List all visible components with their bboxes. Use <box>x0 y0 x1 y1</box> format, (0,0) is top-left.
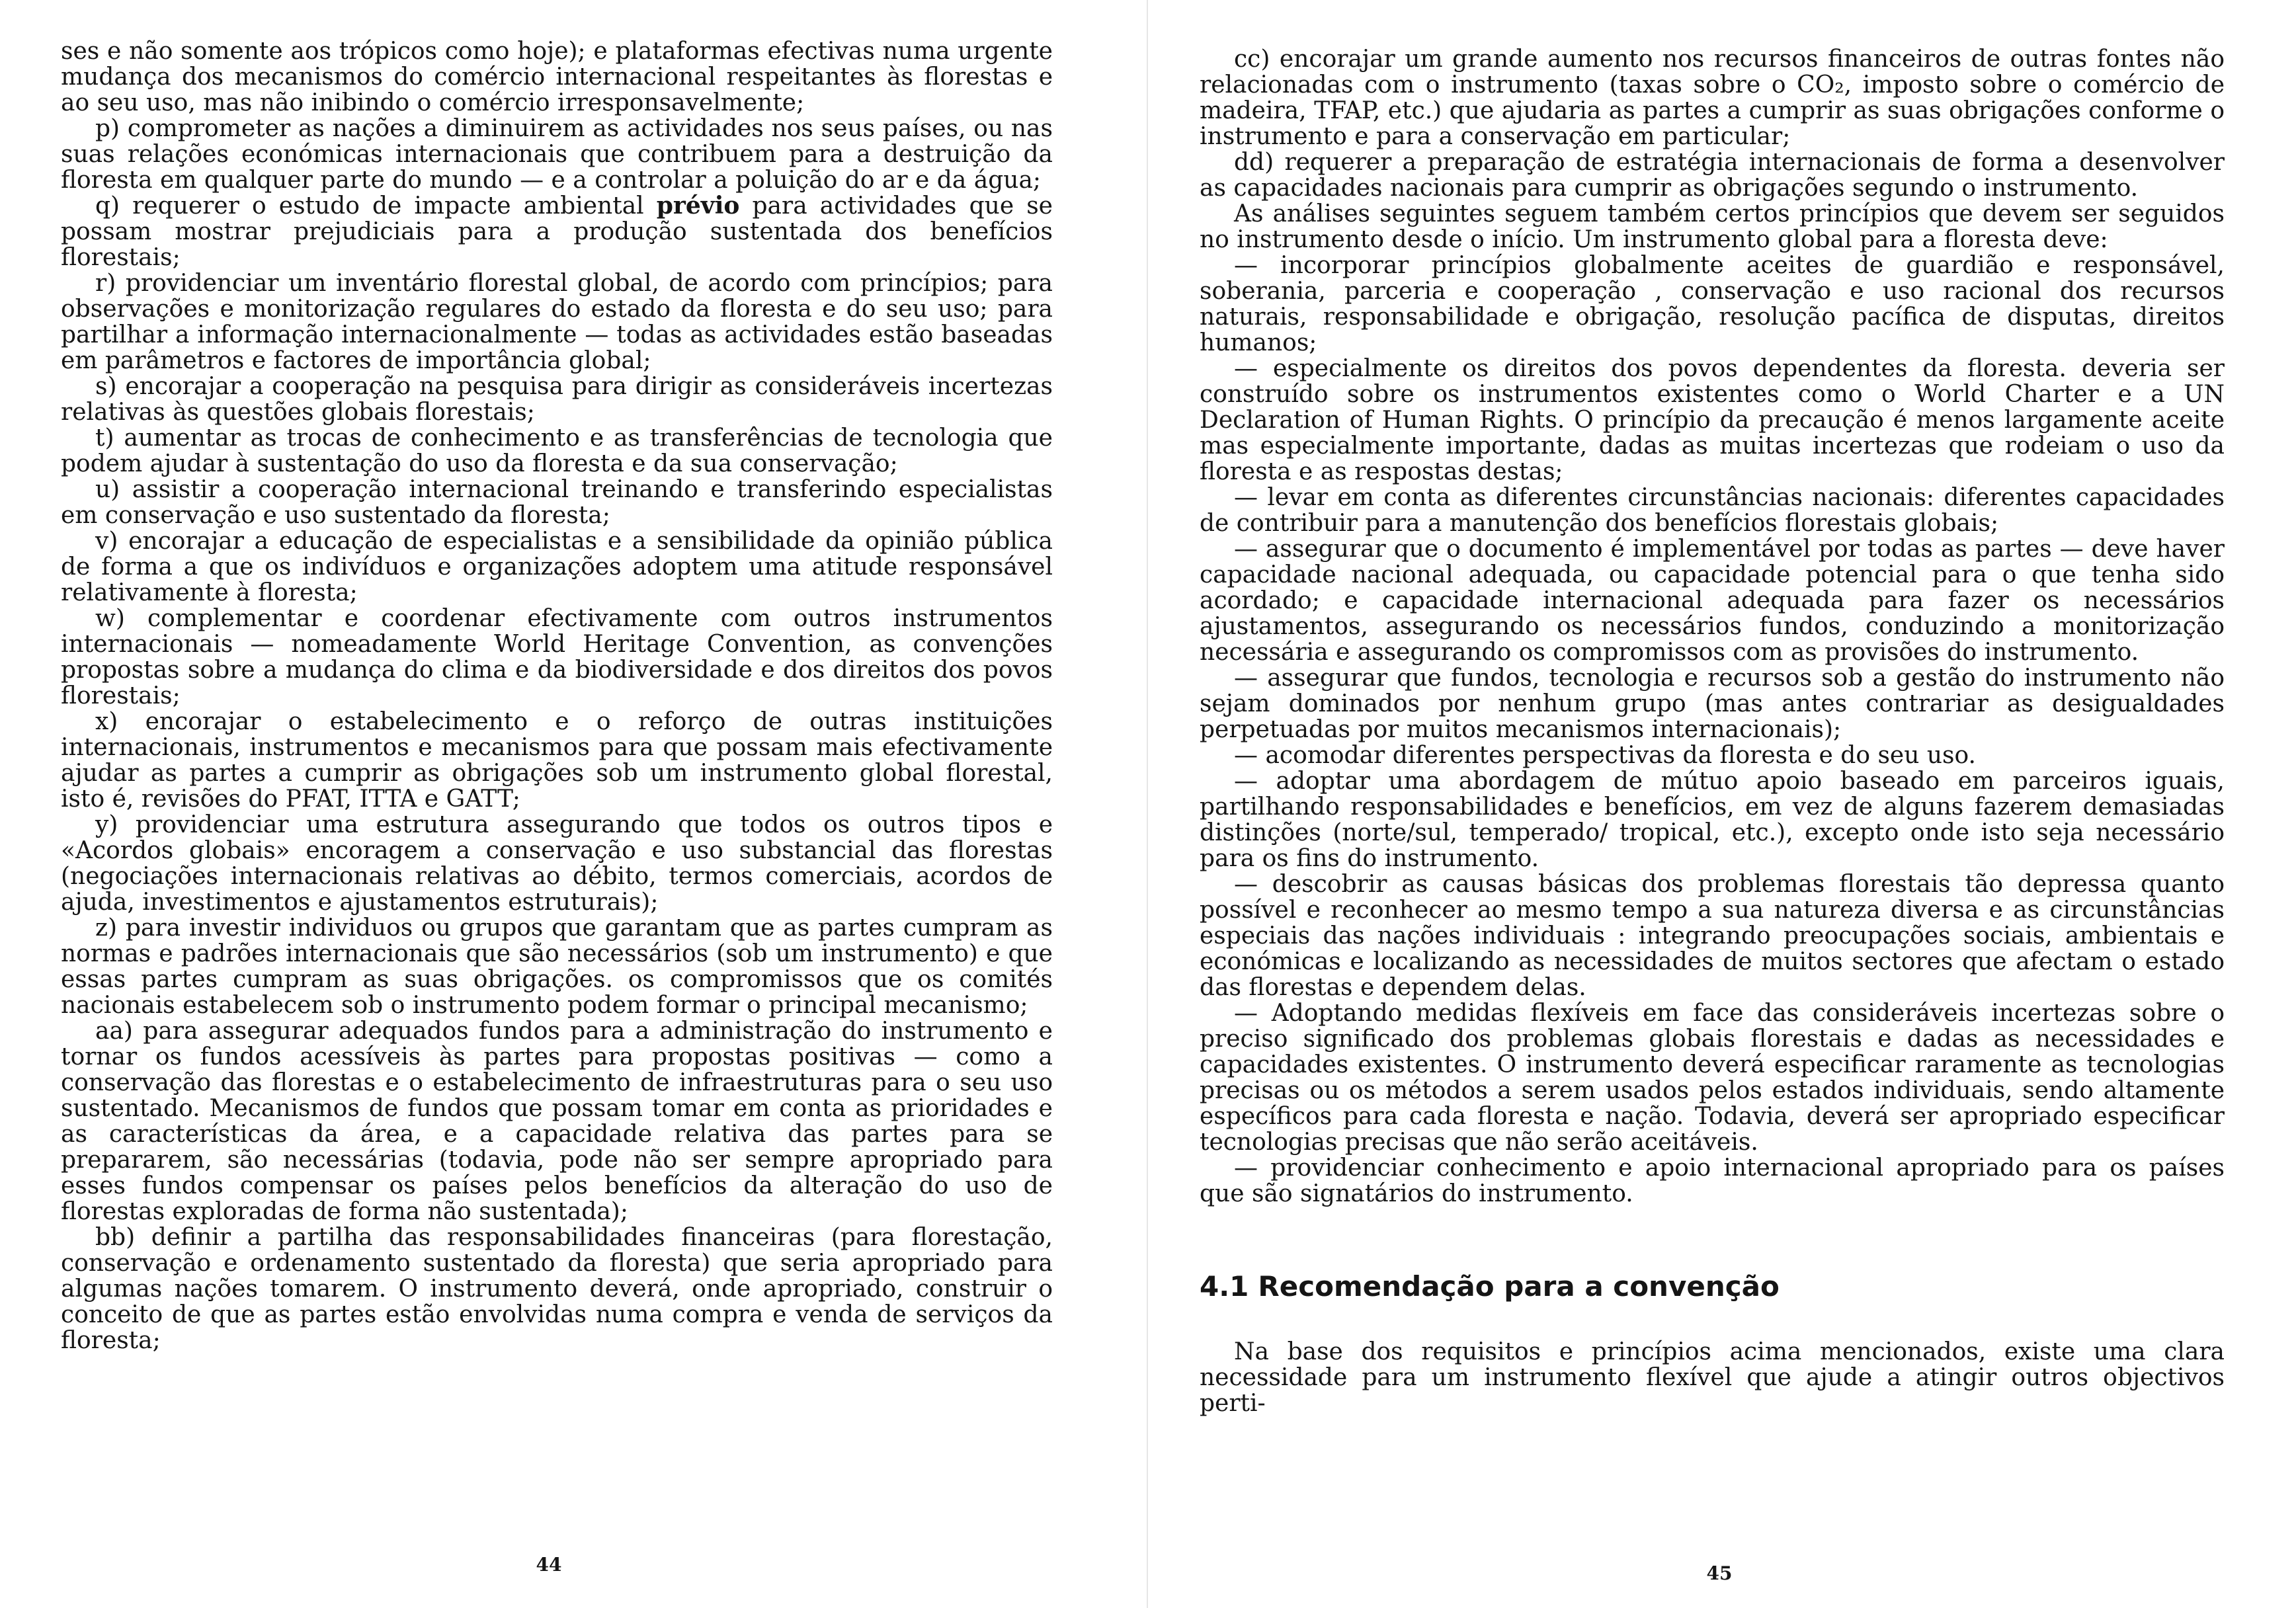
paragraph: u) assistir a cooperação internacional treinando e transferindo especialistas em conservação e uso sustentado da floresta; <box>61 476 1053 529</box>
left-page-text <box>61 38 1053 1353</box>
paragraph: ses e não somente aos trópicos como hoje); e plataformas efectivas numa urgente mudança dos mecanismos do comércio internacional respeitantes às florestas e ao seu uso, mas não inibindo o comércio irresponsavelmente; <box>61 38 1053 116</box>
paragraph: x) encorajar o estabelecimento e o reforço de outras instituições internacionais, instrumentos e mecanismos para que possam mais efectivamente ajudar as partes a cumprir as obrigações sob um instrumento global florestal, isto é, revisões do PFAT, ITTA e GATT; <box>61 708 1053 813</box>
page-number-left: 44 <box>536 1554 562 1576</box>
q-text-start: q) requerer o estudo de impacte ambiental <box>95 192 657 220</box>
paragraph: — incorporar princípios globalmente aceites de guardião e responsável, soberania, parceria e cooperação , conservação e uso racional dos recursos naturais, responsabilidade e obrigação, resolução pacífica de disputas, direitos humanos; <box>1200 252 2225 356</box>
left-page <box>0 0 1144 1608</box>
section-heading <box>1200 1270 2225 1303</box>
page-gutter <box>1147 0 1148 1608</box>
paragraph: — descobrir as causas básicas dos problemas florestais tão depressa quanto possível e reconhecer ao mesmo tempo a sua natureza diversa e as circunstâncias especiais das nações individuais : integrando preocupações sociais, ambientais e económicas e localizando as necessidades de muitos sectores que afectam o estado das florestas e dependem delas. <box>1200 871 2225 1001</box>
paragraph: v) encorajar a educação de especialistas e a sensibilidade da opinião pública de forma a que os indivíduos e organizações adoptem uma atitude responsável relativamente à floresta; <box>61 528 1053 606</box>
paragraph: y) providenciar uma estrutura assegurando que todos os outros tipos e «Acordos globais» encoragem a conservação e uso substancial das florestas (negociações internacionais relativas ao débito, termos comerciais, acordos de ajuda, investimentos e ajustamentos estruturais); <box>61 811 1053 916</box>
paragraph-q <box>61 193 1053 270</box>
paragraph: As análises seguintes seguem também certos princípios que devem ser seguidos no instrumento desde o início. Um instrumento global para a floresta deve: <box>1200 200 2225 253</box>
right-page-text <box>1200 46 2225 1416</box>
paragraph: — adoptar uma abordagem de mútuo apoio baseado em parceiros iguais, partilhando responsabilidades e benefícios, em vez de alguns fazerem demasiadas distinções (norte/sul, temperado/ tropical, etc.), excepto onde isto seja necessário para os fins do instrumento. <box>1200 768 2225 872</box>
section-number: 4.1 <box>1200 1270 1249 1303</box>
paragraph: aa) para assegurar adequados fundos para a administração do instrumento e tornar os fundos acessíveis às partes para propostas positivas — como a conservação das florestas e o estabelecimento de infraestruturas para o seu uso sustentado. Mecanismos de fundos que possam tomar em conta as prioridades e as características da área, e a capacidade relativa das partes para se prepararem, são necessárias (todavia, pode não ser sempre apropriado para esses fundos compensar os países pelos benefícios da alteração do uso de florestas exploradas de forma não sustentada); <box>61 1018 1053 1225</box>
paragraph: p) comprometer as nações a diminuirem as actividades nos seus países, ou nas suas relações económicas internacionais que contribuem para a destruição da floresta em qualquer parte do mundo — e a controlar a poluição do ar e da água; <box>61 115 1053 194</box>
paragraph: dd) requerer a preparação de estratégia internacionais de forma a desenvolver as capacidades nacionais para cumprir as obrigações segundo o instrumento. <box>1200 149 2225 202</box>
paragraph: r) providenciar um inventário florestal global, de acordo com princípios; para observações e monitorização regulares do estado da floresta e do seu uso; para partilhar a informação internacionalmente — todas as actividades estão baseadas em parâmetros e factores de importância global; <box>61 270 1053 374</box>
q-text-end: para actividades que se possam mostrar prejudiciais para a produção sustentada dos benefícios florestais; <box>61 192 1053 271</box>
paragraph: z) para investir individuos ou grupos que garantam que as partes cumpram as normas e padrões internacionais que são necessários (sob um instrumento) e que essas partes cumpram as suas obrigações. os compromissos que os comités nacionais estabelecem sob o instrumento podem formar o principal mecanismo; <box>61 914 1053 1019</box>
paragraph: — providenciar conhecimento e apoio internacional apropriado para os países que são signatários do instrumento. <box>1200 1154 2225 1207</box>
page-number-right: 45 <box>1706 1562 1733 1584</box>
paragraph: cc) encorajar um grande aumento nos recursos financeiros de outras fontes não relacionadas com o instrumento (taxas sobre o CO₂, imposto sobre o comércio de madeira, TFAP, etc.) que ajudaria as partes a cumprir as suas obrigações conforme o instrumento e para a conservação em particular; <box>1200 46 2225 150</box>
paragraph: — acomodar diferentes perspectivas da floresta e do seu uso. <box>1234 742 1976 769</box>
paragraph: — levar em conta as diferentes circunstâncias nacionais: diferentes capacidades de contribuir para a manutenção dos benefícios florestais globais; <box>1200 484 2225 537</box>
paragraph: — assegurar que fundos, tecnologia e recursos sob a gestão do instrumento não sejam dominados por nenhum grupo (mas antes contrariar as desigualdades perpetuadas por muitos mecanismos internacionais); <box>1200 664 2225 743</box>
right-page <box>1151 0 2296 1608</box>
paragraph: bb) definir a partilha das responsabilidades financeiras (para florestação, conservação e ordenamento sustentado da floresta) que seria apropriado para algumas nações tomarem. O instrumento deverá, onde apropriado, construir o conceito de que as partes estão envolvidas numa compra e venda de serviços da floresta; <box>61 1224 1053 1354</box>
closing-paragraph: Na base dos requisitos e princípios acima mencionados, existe uma clara necessidade para um instrumento flexível que ajude a atingir outros objectivos perti- <box>1200 1338 2225 1417</box>
section-title: Recomendação para a convenção <box>1258 1270 1780 1303</box>
q-bold-word: prévio <box>656 192 740 220</box>
paragraph: t) aumentar as trocas de conhecimento e as transferências de tecnologia que podem ajudar à sustentação do uso da floresta e da sua conservação; <box>61 424 1053 477</box>
paragraph: — especialmente os direitos dos povos dependentes da floresta. deveria ser construído sobre os instrumentos existentes como o World Charter e a UN Declaration of Human Rights. O princípio da precaução é menos largamente aceite mas especialmente importante, dadas as muitas incertezas que rodeiam o uso da floresta e as respostas destas; <box>1200 355 2225 485</box>
paragraph: — Adoptando medidas flexíveis em face das consideráveis incertezas sobre o preciso significado dos problemas globais florestais e dadas as necessidades e capacidades existentes. O instrumento deverá especificar raramente as tecnologias precisas ou os métodos a serem usados pelos estados individuais, sendo altamente específicos para cada floresta e nação. Todavia, deverá ser apropriado especificar tecnologias precisas que não serão aceitáveis. <box>1200 1000 2225 1156</box>
paragraph: s) encorajar a cooperação na pesquisa para dirigir as consideráveis incertezas relativas às questões globais florestais; <box>61 373 1053 426</box>
paragraph: w) complementar e coordenar efectivamente com outros instrumentos internacionais — nomeadamente World Heritage Convention, as convenções propostas sobre a mudança do clima e da biodiversidade e dos direitos dos povos florestais; <box>61 605 1053 709</box>
paragraph: — assegurar que o documento é implementável por todas as partes — deve haver capacidade nacional adequada, ou capacidade potencial para o que tenha sido acordado; e capacidade internacional adequada para fazer os necessários ajustamentos, assegurando os necessários fundos, conduzindo a monitorização necessária e assegurando os compromissos com as provisões do instrumento. <box>1200 536 2225 666</box>
